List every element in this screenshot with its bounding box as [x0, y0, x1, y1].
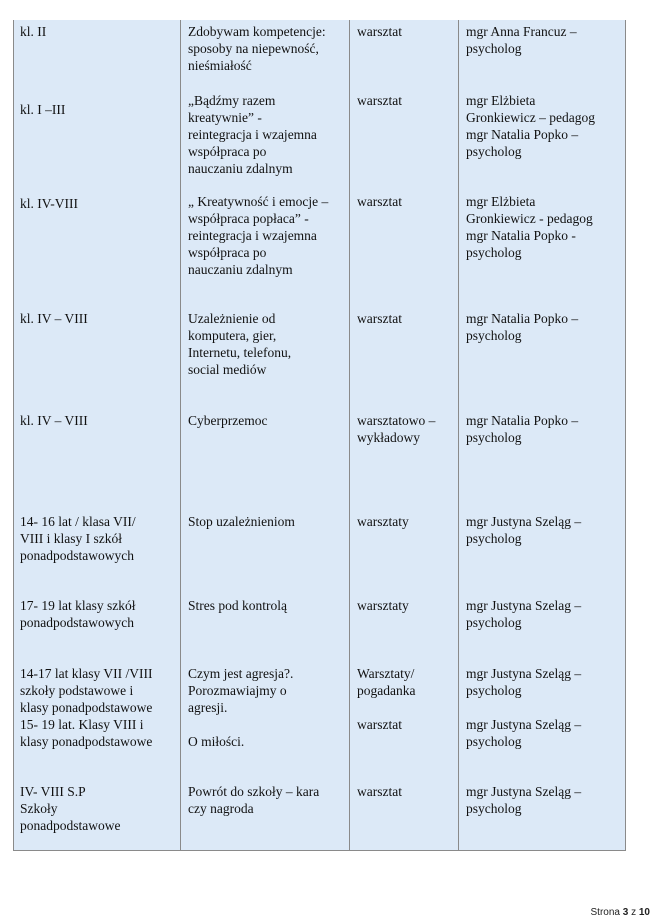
- cell-leader: mgr Anna Francuz – psycholog: [466, 24, 577, 56]
- cell-topic: Zdobywam kompetencje: sposoby na niepewność, nieśmiałość: [188, 24, 326, 73]
- cell-form: warsztaty: [357, 598, 409, 613]
- cell-leader: mgr Justyna Szeląg – psycholog: [466, 514, 582, 546]
- cell-leader: mgr Justyna Szelag – psycholog: [466, 598, 582, 630]
- cell-topic: „ Kreatywność i emocje – współpraca popłaca” - reintegracja i wzajemna współpraca po nauczaniu zdalnym: [188, 194, 329, 277]
- cell-leader: mgr Justyna Szeląg – psycholog mgr Justyna Szeląg – psycholog: [466, 666, 582, 749]
- cell-topic: „Bądźmy razem kreatywnie” - reintegracja i wzajemna współpraca po nauczaniu zdalnym: [188, 93, 317, 176]
- cell-leader: mgr Justyna Szeląg – psycholog: [466, 784, 582, 816]
- cell-group: kl. II: [20, 24, 47, 39]
- column-divider: [180, 20, 181, 850]
- cell-form: warsztat: [357, 93, 402, 108]
- cell-group: IV- VIII S.P Szkoły ponadpodstawowe: [20, 784, 121, 833]
- cell-leader: mgr Natalia Popko – psycholog: [466, 413, 579, 445]
- cell-form: warsztatowo – wykładowy: [357, 413, 436, 445]
- footer-label: Strona: [590, 907, 620, 918]
- cell-form: warsztat: [357, 311, 402, 326]
- footer-of: z: [631, 907, 637, 918]
- cell-form: warsztat: [357, 194, 402, 209]
- cell-topic: Stop uzależnieniom: [188, 514, 295, 529]
- cell-group: kl. IV – VIII: [20, 311, 88, 326]
- page-footer: [591, 907, 651, 918]
- cell-topic: Uzależnienie od komputera, gier, Internetu, telefonu, social mediów: [188, 311, 292, 377]
- column-divider: [458, 20, 459, 850]
- column-divider: [349, 20, 350, 850]
- column-divider: [625, 20, 626, 850]
- cell-form: warsztat: [357, 24, 402, 39]
- cell-group: 14-17 lat klasy VII /VIII szkoły podstawowe i klasy ponadpodstawowe 15- 19 lat. Klasy VIII i klasy ponadpodstawowe: [20, 666, 153, 749]
- cell-topic: Stres pod kontrolą: [188, 598, 287, 613]
- cell-group: 14- 16 lat / klasa VII/ VIII i klasy I szkół ponadpodstawowych: [20, 514, 136, 563]
- cell-leader: mgr Elżbieta Gronkiewicz - pedagog mgr Natalia Popko - psycholog: [466, 194, 593, 260]
- cell-topic: Powrót do szkoły – kara czy nagroda: [188, 784, 320, 816]
- cell-form: warsztaty: [357, 514, 409, 529]
- footer-page: 3: [622, 907, 629, 918]
- schedule-table: [13, 20, 626, 851]
- cell-group: kl. IV – VIII: [20, 413, 88, 428]
- cell-topic: Cyberprzemoc: [188, 413, 268, 428]
- cell-form: Warsztaty/ pogadanka warsztat: [357, 666, 416, 732]
- cell-group: kl. I –III: [20, 102, 66, 117]
- footer-total: 10: [638, 907, 650, 918]
- cell-leader: mgr Elżbieta Gronkiewicz – pedagog mgr Natalia Popko – psycholog: [466, 93, 595, 159]
- cell-form: warsztat: [357, 784, 402, 799]
- cell-topic: Czym jest agresja?. Porozmawiajmy o agresji. O miłości.: [188, 666, 294, 749]
- cell-leader: mgr Natalia Popko – psycholog: [466, 311, 579, 343]
- cell-group: 17- 19 lat klasy szkół ponadpodstawowych: [20, 598, 136, 630]
- cell-group: kl. IV-VIII: [20, 196, 78, 211]
